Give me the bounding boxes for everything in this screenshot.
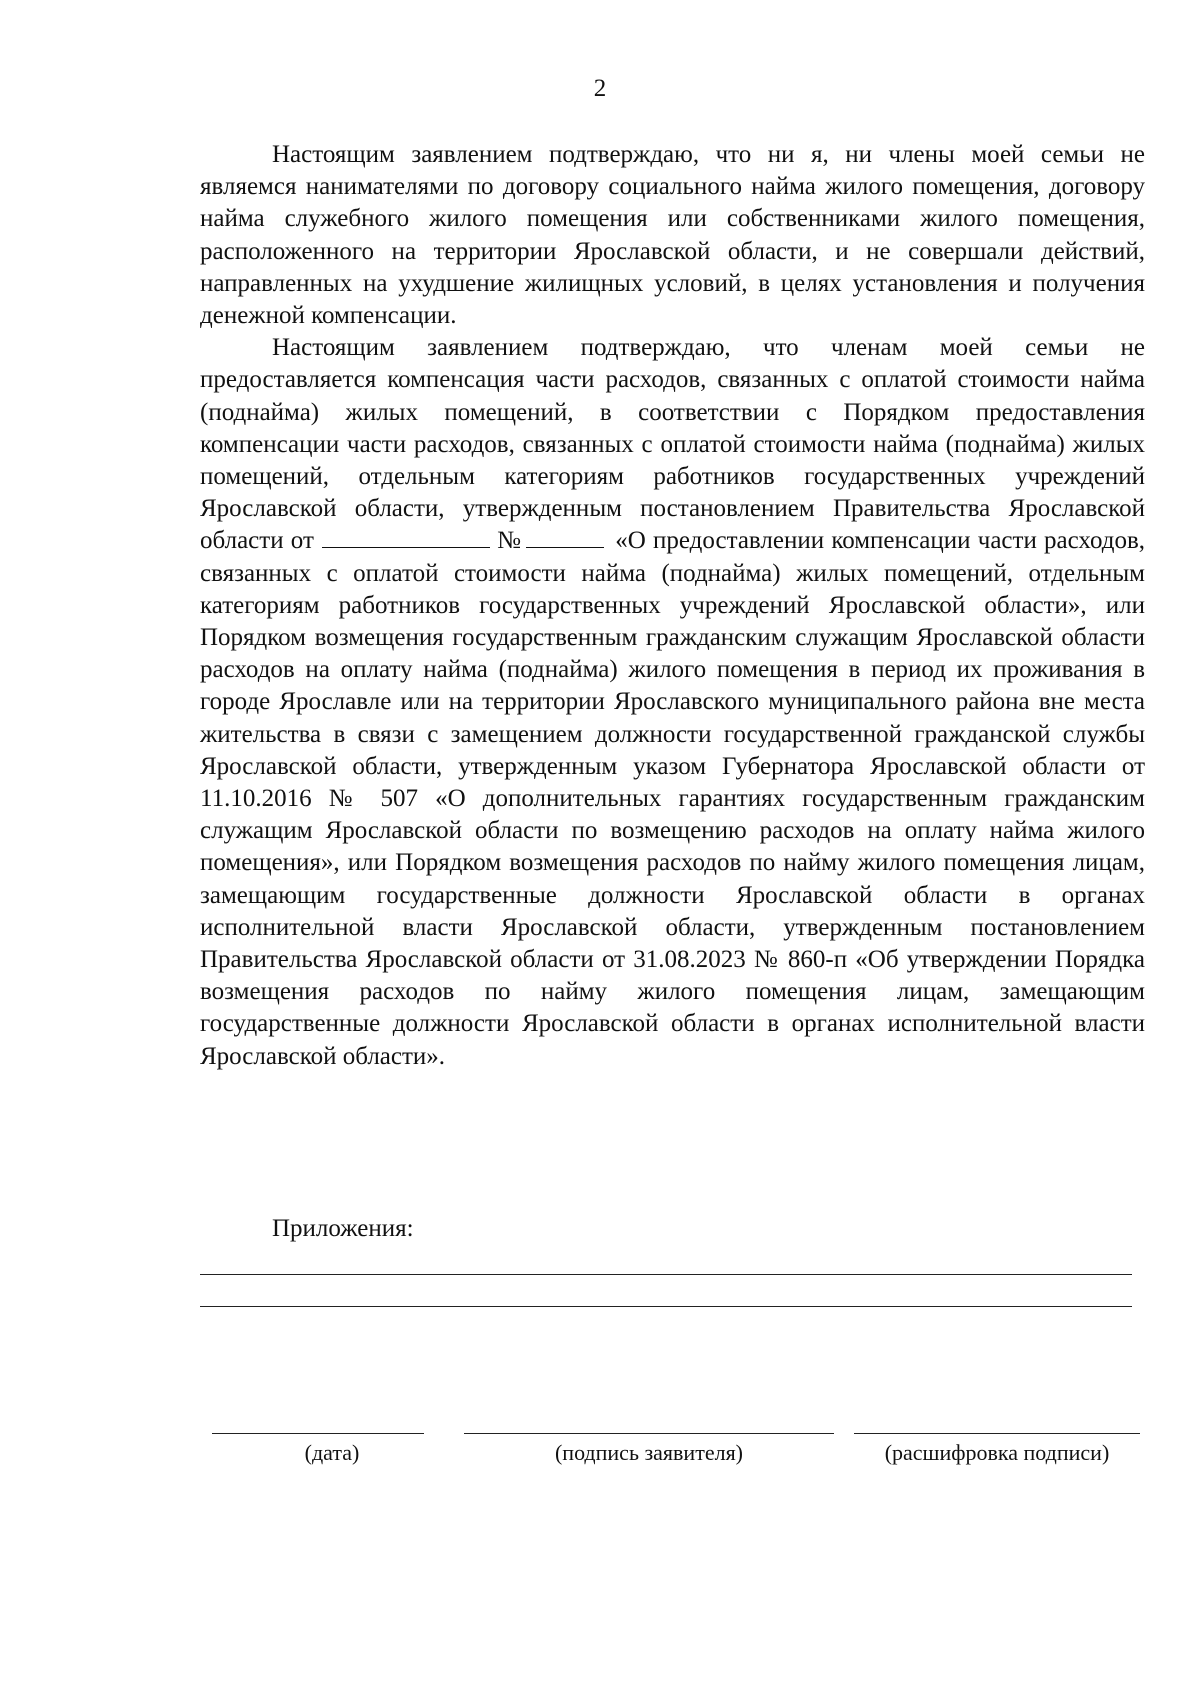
applicant-signature-line[interactable] [464, 1433, 834, 1434]
paragraph-confirmation-no-housing: Настоящим заявлением подтверждаю, что ни я, ни члены моей семьи не являемся нанимателями по договору социального найма жилого помещения, договору найма служебного жилого помещения или собственниками жилого помещения, расположенного на территории Ярославской области, и не совершали действий, направленных на ухудшение жилищных условий, в целях установления и получения денежной компенсации. [200, 141, 1145, 330]
attachment-line-2[interactable] [200, 1306, 1132, 1307]
date-caption: (дата) [304, 1440, 360, 1465]
resolution-date-blank[interactable] [322, 546, 490, 548]
resolution-number-blank[interactable] [526, 546, 604, 548]
paragraph-2-part-2: «О предоставлении компенсации части расходов, связанных с оплатой стоимости найма (поднайма) жилых помещений, отдельным категориям работников государственных учреждений Ярославской области», или Порядком возмещения государственным гражданским служащим Ярославской области расходов на оплату найма (поднайма) жилого помещения в период их проживания в городе Ярославле или на территории Ярославского муниципального района вне места жительства в связи с замещением должности государственной гражданской службы Ярославской области, утвержденным указом Губернатора Ярославской области от 11.10.2016 № 507 «О дополнительных гарантиях государственным гражданским служащим Ярославской области по возмещению расходов на оплату найма жилого помещения», или Порядком возмещения расходов по найму жилого помещения лицам, замещающим государственные должности Ярославской области в органах исполнительной власти Ярославской области, утвержденным постановлением Правительства Ярославской области от 31.08.2023 № 860-п «Об утверждении Порядка возмещения расходов по найму жилого помещения лицам, замещающим государственные должности Ярославской области в органах исполнительной власти Ярославской области». [200, 527, 1146, 1070]
signature-decoding-caption: (расшифровка подписи) [884, 1440, 1110, 1465]
number-sign: № [497, 527, 522, 555]
page-number: 2 [593, 75, 607, 102]
attachment-line-1[interactable] [200, 1274, 1132, 1275]
body-text [200, 139, 1145, 1073]
signature-decoding-line[interactable] [854, 1433, 1140, 1434]
attachments-label: Приложения: [272, 1215, 414, 1242]
date-signature-line[interactable] [212, 1433, 424, 1434]
paragraph-2-part-1: Настоящим заявлением подтверждаю, что членам моей семьи не предоставляется компенсация части расходов, связанных с оплатой стоимости найма (поднайма) жилых помещений, в соответствии с Порядком предоставления компенсации части расходов, связанных с оплатой стоимости найма (поднайма) жилых помещений, отдельным категориям работников государственных учреждений Ярославской области, утвержденным постановлением Правительства Ярославской области от [200, 334, 1145, 555]
applicant-signature-caption: (подпись заявителя) [554, 1440, 744, 1465]
paragraph-confirmation-no-compensation [200, 332, 1145, 1073]
